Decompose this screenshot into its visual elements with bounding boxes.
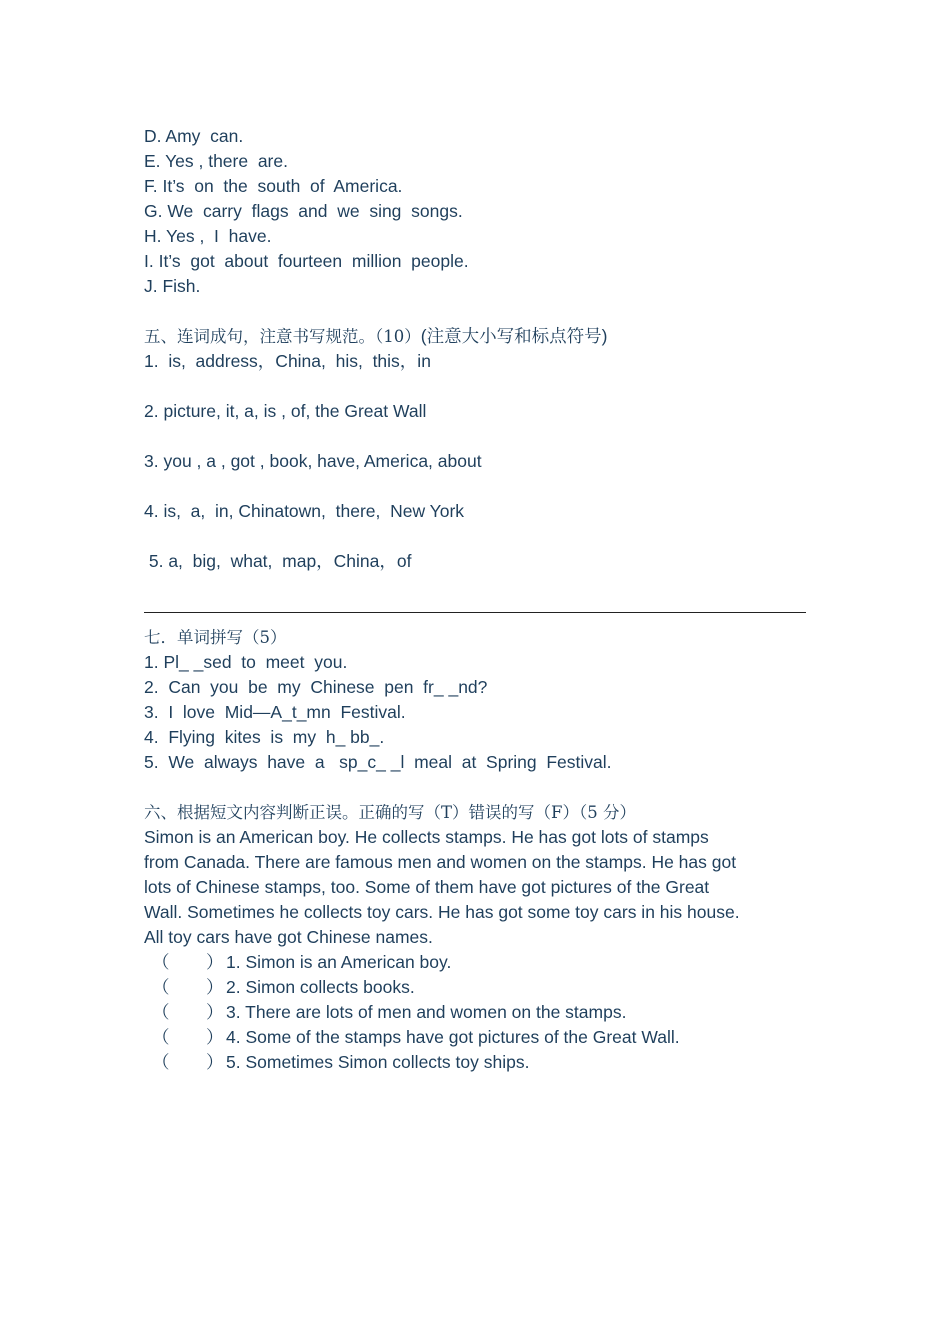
section-6-heading: 六、根据短文内容判断正误。正确的写（T）错误的写（F）（5 分） [144,803,636,822]
spelling-item: 4. Flying kites is my h_ bb_. [144,727,385,747]
answer-blank[interactable]: （ ） [152,1002,224,1022]
answer-blank[interactable]: （ ） [152,952,224,972]
sentence-item: 5. a, big, what, map，China，of [144,551,412,571]
passage-line: All toy cars have got Chinese names. [144,927,433,947]
true-false-item [144,1025,806,1050]
passage-line: from Canada. There are famous men and women on the stamps. He has got [144,852,737,872]
section-7-heading: 七．单词拼写（5） [144,628,287,647]
true-false-item [144,975,806,1000]
passage-line: Simon is an American boy. He collects stamps. He has got lots of stamps [144,827,709,847]
statement-text: 4. Some of the stamps have got pictures of the Great Wall. [226,1027,680,1047]
true-false-list [144,950,806,1075]
section-5-heading-note: (注意大小写和标点符号) [420,326,608,346]
true-false-item [144,950,806,975]
section-5-heading-text: 五、连词成句，注意书写规范。（10） [144,327,421,346]
spelling-item: 1. Pl_ _sed to meet you. [144,652,348,672]
worksheet-page [144,124,806,1075]
sentence-item: 4. is, a, in, Chinatown, there, New York [144,501,465,521]
reading-passage [144,825,806,950]
answer-blank[interactable]: （ ） [152,1052,224,1072]
section-5 [144,324,806,574]
answer-blank[interactable]: （ ） [152,977,224,997]
divider-line [144,612,806,613]
sentence-item: 3. you , a , got , book, have, America, about [144,451,482,471]
passage-line: Wall. Sometimes he collects toy cars. He has got some toy cars in his house. [144,902,740,922]
statement-text: 5. Sometimes Simon collects toy ships. [226,1052,530,1072]
true-false-item [144,1000,806,1025]
section-7 [144,625,806,775]
statement-text: 2. Simon collects books. [226,977,415,997]
statement-text: 1. Simon is an American boy. [226,952,452,972]
answer-option: J. Fish. [144,276,201,296]
true-false-item [144,1050,806,1075]
spelling-item: 3. I love Mid—A_t_mn Festival. [144,702,406,722]
passage-line: lots of Chinese stamps, too. Some of them have got pictures of the Great [144,877,710,897]
answer-blank[interactable]: （ ） [152,1027,224,1047]
answer-option: H. Yes , I have. [144,226,272,246]
sentence-item: 1. is, address，China, his, this，in [144,351,431,371]
answer-option: D. Amy can. [144,126,244,146]
answer-option: I. It’s got about fourteen million people. [144,251,469,271]
sentence-item: 2. picture, it, a, is , of, the Great Wall [144,401,427,421]
answer-option: E. Yes , there are. [144,151,288,171]
answer-option: F. It’s on the south of America. [144,176,403,196]
answer-option: G. We carry flags and we sing songs. [144,201,463,221]
section-6 [144,800,806,1075]
answer-options-list [144,124,806,299]
spelling-item: 5. We always have a sp_c_ _l meal at Spring Festival. [144,752,612,772]
statement-text: 3. There are lots of men and women on the stamps. [226,1002,627,1022]
spelling-item: 2. Can you be my Chinese pen fr_ _nd? [144,677,488,697]
section-5-heading [144,324,806,349]
